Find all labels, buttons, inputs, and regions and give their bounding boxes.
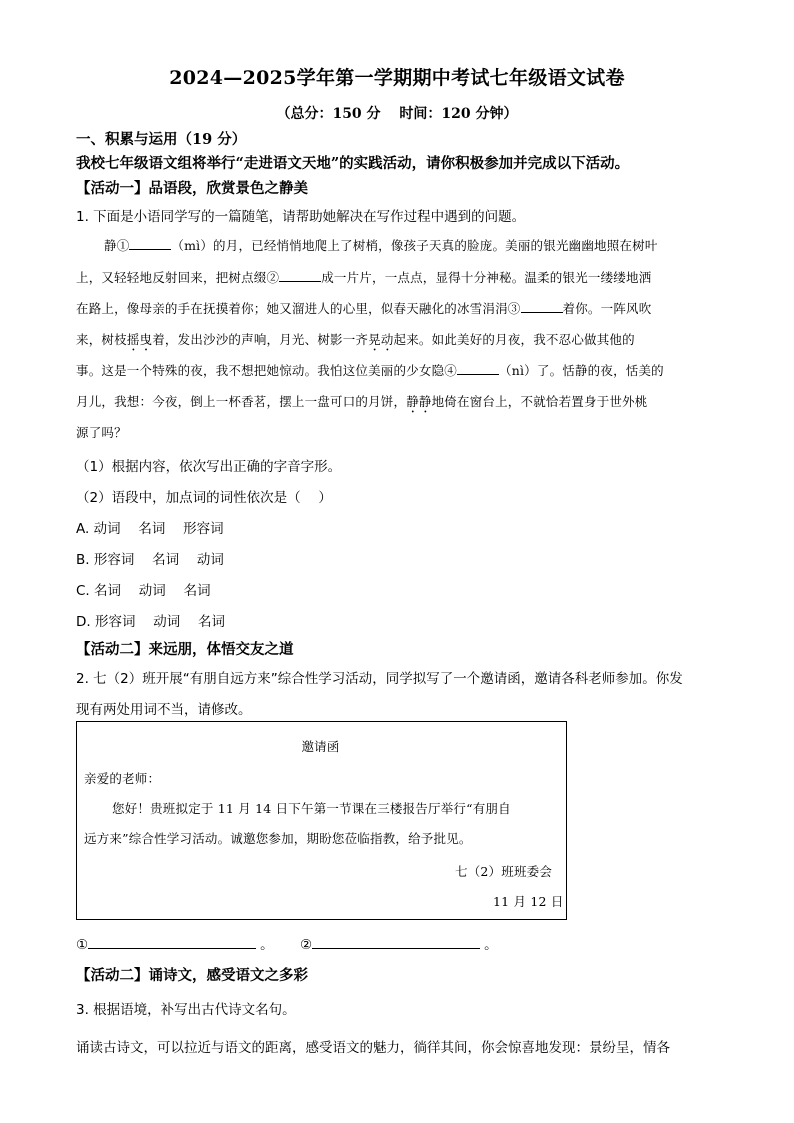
answer-mark: ① xyxy=(76,937,89,953)
dotted-word: 静静 xyxy=(406,394,432,409)
passage-line-1 xyxy=(104,236,658,254)
invitation-date: 11 月 12 日 xyxy=(493,894,564,909)
passage-text: 成一片片，一点点，显得十分神秘。温柔的银光一缕缕地洒 xyxy=(321,270,652,285)
dotted-word: 晃动 xyxy=(368,332,394,347)
passage-line-2 xyxy=(76,268,651,286)
passage-text: （mì）的月，已经悄悄地爬上了树梢，像孩子天真的脸庞。美丽的银光幽幽地照在树叶 xyxy=(171,238,658,253)
dotted-word: 摇曳 xyxy=(126,332,153,347)
option-b[interactable]: B. 形容词 名词 动词 xyxy=(76,552,224,568)
answer-blank-1[interactable] xyxy=(88,936,256,949)
answer-line-2 xyxy=(300,933,498,953)
passage-text: 起来。如此美好的月夜，我不忍心做其他的 xyxy=(393,332,635,347)
answer-blank-2[interactable] xyxy=(312,936,480,949)
section-heading: 一、积累与运用（19 分） xyxy=(76,131,247,148)
activity1-heading: 【活动一】品语段，欣赏景色之静美 xyxy=(76,180,308,197)
activity3-heading: 【活动二】诵诗文，感受语文之多彩 xyxy=(76,967,308,984)
passage-text: 上，又轻轻地反射回来，把树点缀② xyxy=(76,270,280,285)
passage-line-3 xyxy=(76,299,651,317)
passage-text: 着，发出沙沙的声响，月光、树影一齐 xyxy=(152,332,369,347)
invitation-body-2: 远方来”综合性学习活动。诚邀您参加，期盼您莅临指教，给予批见。 xyxy=(84,831,472,846)
q1-sub1: （1）根据内容，依次写出正确的字音字形。 xyxy=(76,459,342,475)
period: 。 xyxy=(484,937,498,953)
passage-line-7: 源了吗？ xyxy=(76,425,127,440)
blank-2[interactable] xyxy=(279,269,321,282)
invitation-greeting: 亲爱的老师： xyxy=(84,771,161,786)
passage-text: 静① xyxy=(104,238,130,253)
passage-line-6 xyxy=(76,392,648,416)
exam-subtitle: （总分：150 分 时间：120 分钟） xyxy=(276,106,518,122)
option-c[interactable]: C. 名词 动词 名词 xyxy=(76,583,211,599)
blank-4[interactable] xyxy=(457,362,499,375)
blank-1[interactable] xyxy=(129,237,171,250)
q3-text: 诵读古诗文，可以拉近与语文的距离，感受语文的魅力，徜徉其间，你会惊喜地发现：景纷呈，情各 xyxy=(76,1040,670,1056)
section-intro: 我校七年级语文组将举行“走进语文天地”的实践活动，请你积极参加并完成以下活动。 xyxy=(76,155,630,172)
answer-mark: ② xyxy=(300,937,313,953)
period: 。 xyxy=(260,937,274,953)
passage-text: 月儿，我想：今夜，倒上一杯香茗，摆上一盘可口的月饼， xyxy=(76,394,407,409)
exam-title: 2024—2025学年第一学期期中考试七年级语文试卷 xyxy=(169,67,625,89)
q1-stem: 1. 下面是小语同学写的一篇随笔，请帮助她解决在写作过程中遇到的问题。 xyxy=(76,209,526,225)
answer-line-1 xyxy=(76,933,274,953)
invitation-body-1: 您好！贵班拟定于 11 月 14 日下午第一节课在三楼报告厅举行“有朋自 xyxy=(112,801,511,816)
invitation-title: 邀请函 xyxy=(301,739,340,754)
invitation-signature: 七（2）班班委会 xyxy=(455,864,553,879)
passage-text: 着你。一阵风吹 xyxy=(562,301,652,316)
q2-line-1: 2. 七（2）班开展“有朋自远方来”综合性学习活动，同学拟写了一个邀请函，邀请各科老师参加。你发 xyxy=(76,671,683,687)
q2-line-2: 现有两处用词不当，请修改。 xyxy=(76,702,252,718)
passage-text: 事。这是一个特殊的夜，我不想把她惊动。我怕这位美丽的少女隐④ xyxy=(76,363,458,378)
q3-stem: 3. 根据语境，补写出古代诗文名句。 xyxy=(76,1002,296,1018)
option-d[interactable]: D. 形容词 动词 名词 xyxy=(76,614,226,630)
blank-3[interactable] xyxy=(521,300,563,313)
passage-text: （nì）了。恬静的夜，恬美的 xyxy=(499,363,664,378)
passage-line-5 xyxy=(76,361,664,379)
passage-text: 在路上，像母亲的手在抚摸着你；她又溜进人的心里，似春天融化的冰雪涓涓③ xyxy=(76,301,521,316)
passage-text: 地倚在窗台上，不就恰若置身于世外桃 xyxy=(431,394,648,409)
passage-text: 来，树枝 xyxy=(76,332,127,347)
q1-sub2: （2）语段中，加点词的词性依次是（ ） xyxy=(76,490,332,506)
option-a[interactable]: A. 动词 名词 形容词 xyxy=(76,521,224,537)
passage-line-4 xyxy=(76,330,635,354)
activity2-heading: 【活动二】来远朋，体悟交友之道 xyxy=(76,641,294,658)
